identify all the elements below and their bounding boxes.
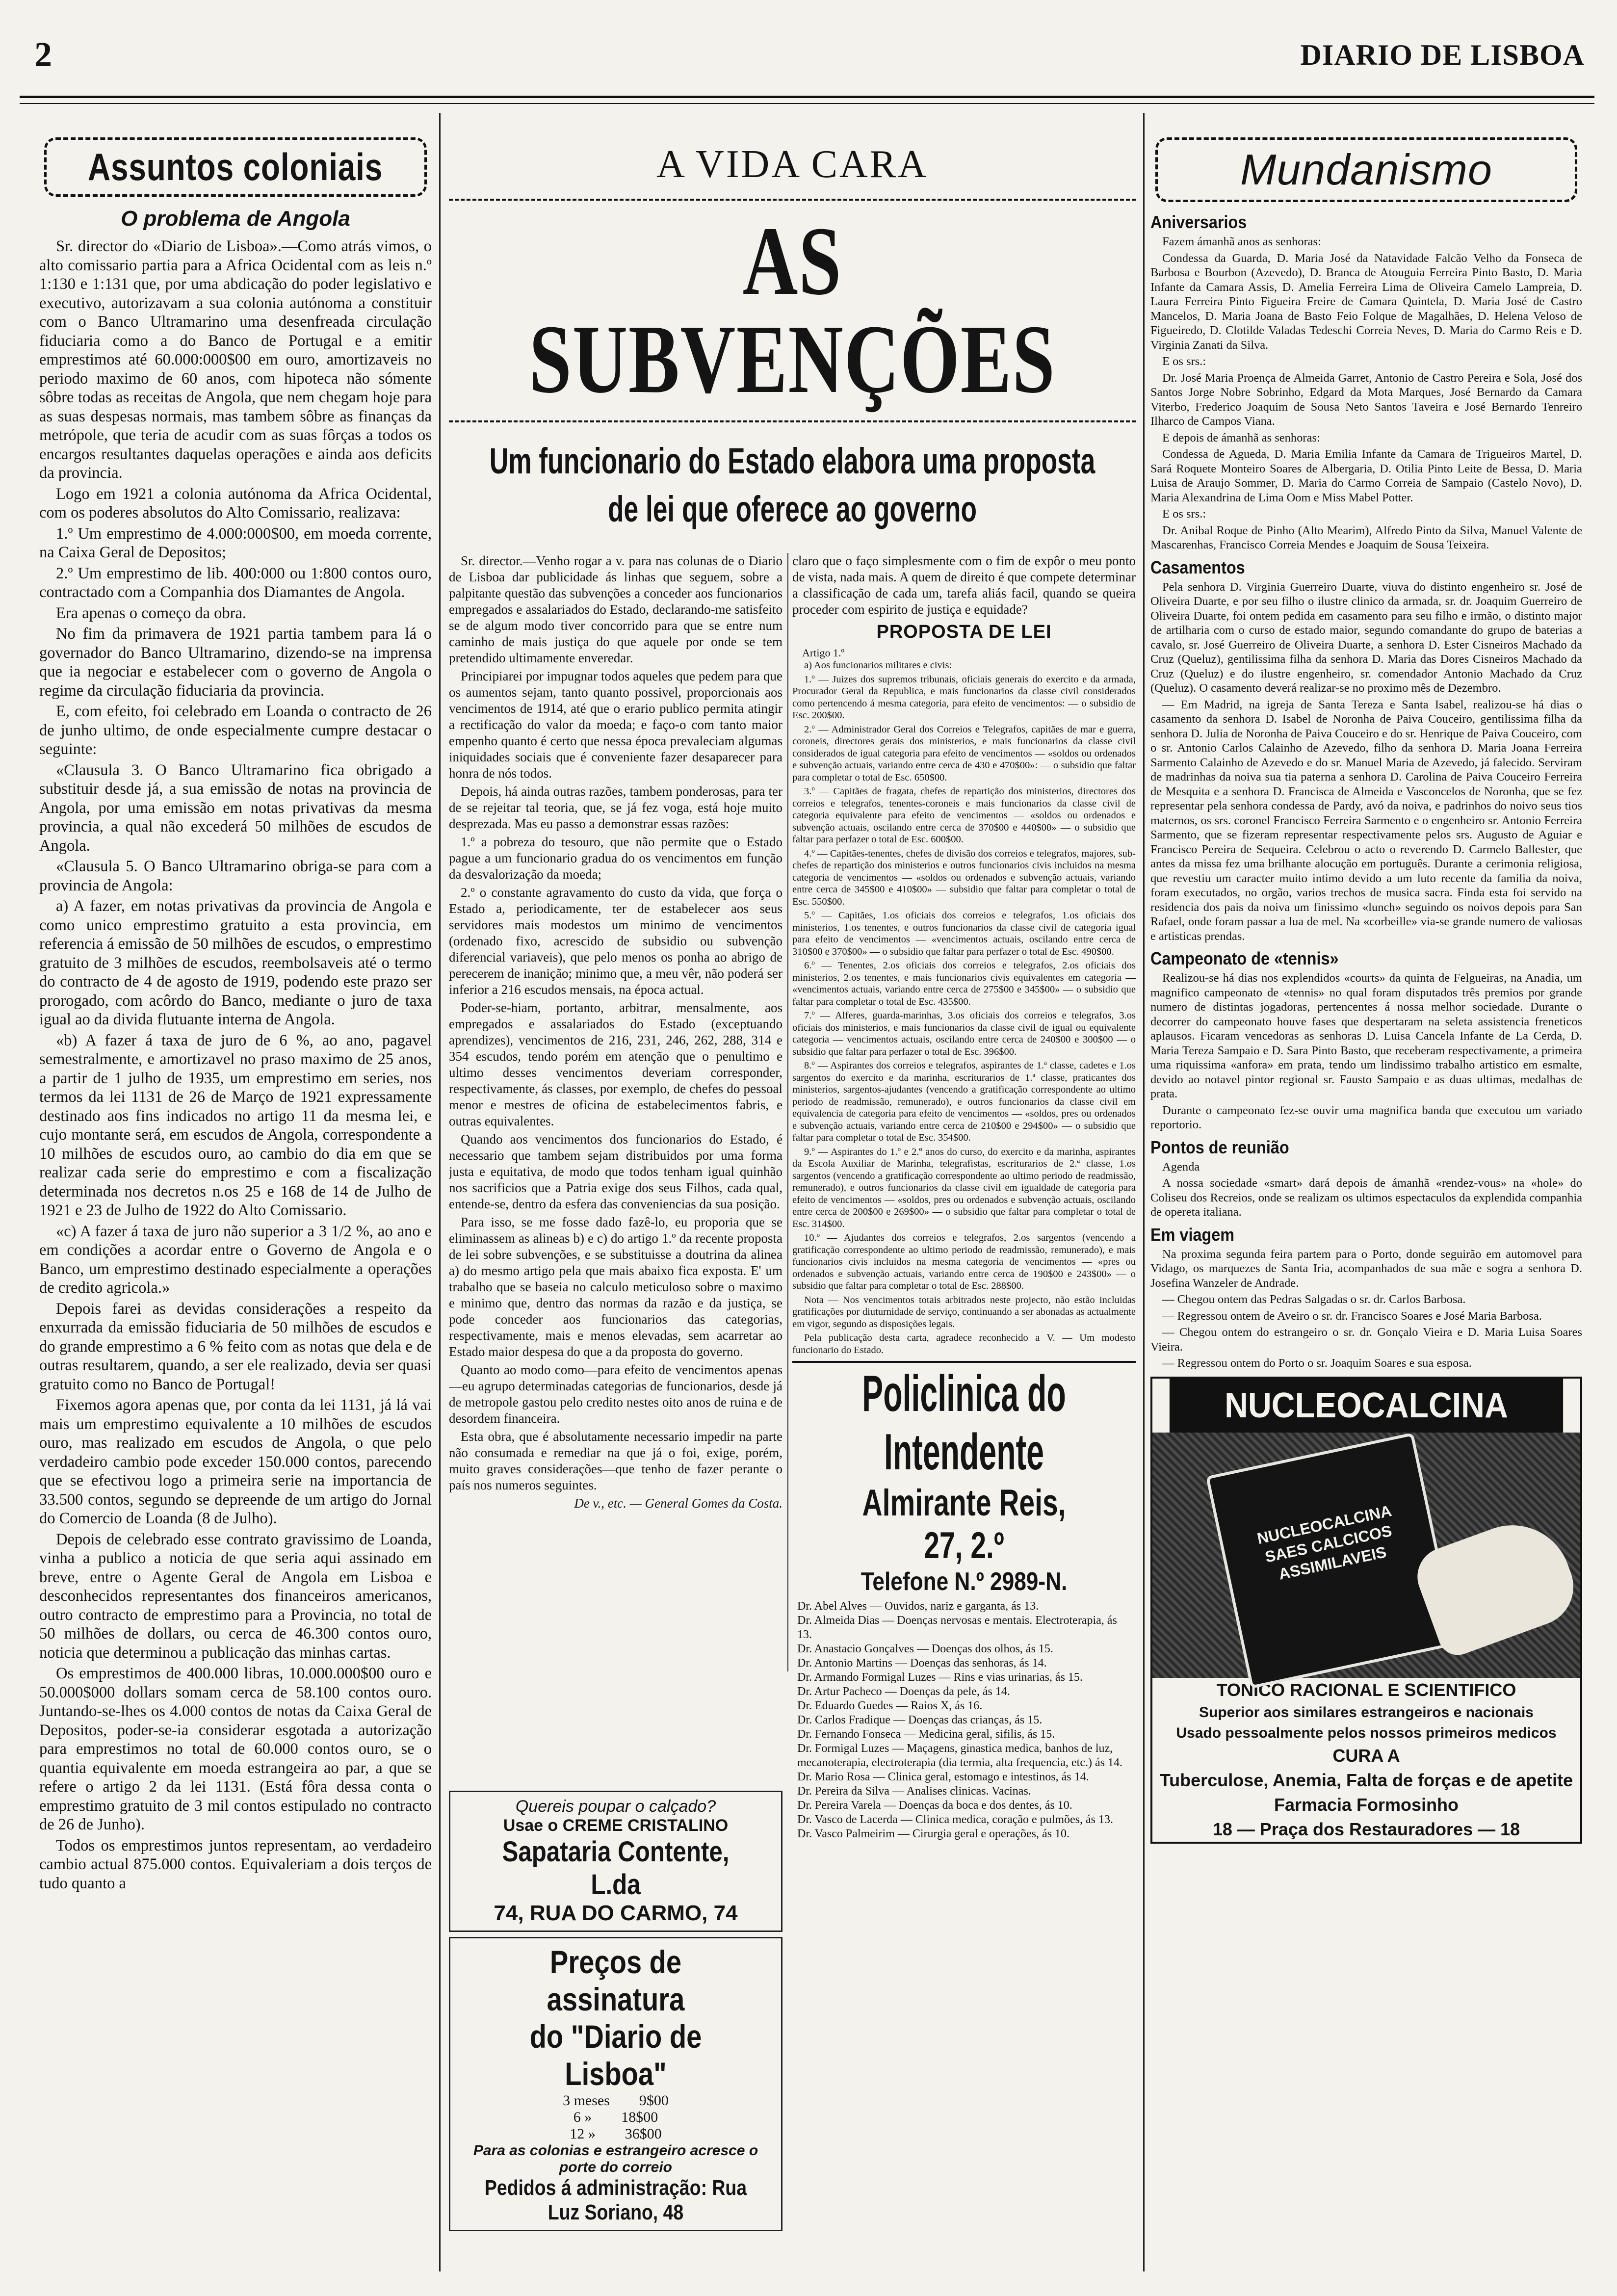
decorative-rule bbox=[449, 199, 1136, 201]
jar-label: NUCLEOCALCINA SAES CALCICOS ASSIMILAVEIS bbox=[1255, 1501, 1394, 1583]
section-paragraph: — Chegou ontem do estrangeiro o sr. dr. Gonçalo Vieira e D. Maria Luisa Soares Vieira. bbox=[1150, 1326, 1582, 1354]
section-paragraph: E os srs.: bbox=[1162, 507, 1206, 521]
letter-paragraph: Sr. director.—Venho rogar a v. para nas colunas de o Diario de Lisboa dar publicidade ás linhas que seguem, sobre a palpitante questão das subvenções a conceder aos funcionarios empregados e assalariados do Estado, declarando-me satisfeito se de algum modo tiver concorrido para que se entre num caminho de mais justiça do que aquele por onde se tem pretendido ultimamente enveredar. bbox=[449, 553, 782, 665]
proposal-item: 6.º — Tenentes, 2.os oficiais dos correios e telegrafos, 2.os oficiais dos ministerios, 2.os tenentes, e mais funcionarios civis equivalentes em categoria — «vencimentos actuais, variando entre cerca de 275$00 e 345$00» — o subsidio que faltar para completar o total de Esc. 435$00. bbox=[792, 960, 1136, 1007]
proposal-title: PROPOSTA DE LEI bbox=[876, 622, 1052, 642]
middle-ads bbox=[449, 1786, 782, 2236]
section-paragraph: Dr. Anibal Roque de Pinho (Alto Mearim), Alfredo Pinto da Silva, Manuel Valente de Mascarenhas, Francisco Correia Mendes e Joaquim de Sousa Teixeira. bbox=[1150, 523, 1582, 551]
section-paragraph: — Regressou ontem do Porto o sr. Joaquim Soares e sua esposa. bbox=[1162, 1357, 1472, 1370]
section-heading: Aniversarios bbox=[1150, 212, 1247, 232]
proposal-items bbox=[792, 659, 1136, 1356]
ad-line: CURA A bbox=[1332, 1745, 1400, 1766]
doctor-entry: Dr. Vasco Palmeirim — Cirurgia geral e operações, ás 10. bbox=[797, 1827, 1069, 1840]
section-body bbox=[1150, 235, 1582, 552]
doctor-entry: Dr. Carlos Fradique — Doenças das crianças, ás 15. bbox=[797, 1714, 1043, 1726]
social-sections bbox=[1150, 212, 1582, 1371]
letter-paragraph: De v., etc. — General Gomes da Costa. bbox=[574, 1496, 782, 1511]
prices-note: Para as colonias e estrangeiro acresce o porte do correio bbox=[473, 2142, 758, 2175]
column-divider bbox=[1143, 113, 1145, 2271]
article-deck: Um funcionario do Estado elabora uma proposta de lei que oferece ao governo bbox=[489, 441, 1095, 529]
section-paragraph: E os srs.: bbox=[1162, 355, 1206, 368]
shoe-cream-advertisement bbox=[449, 1791, 782, 1932]
doctor-entry: Dr. Almeida Dias — Doenças nervosas e mentais. Electroterapia, ás 13. bbox=[797, 1614, 1117, 1641]
section-paragraph: Condessa de Agueda, D. Maria Emilia Infante da Camara de Trigueiros Martel, D. Sará Roquete Monteiro Soares de Albergaria, D. Otilia Pinto Leite de Bessa, D. Maria Luisa de Araujo Sommer, D. Maria do Carmo Correia de Sampaio (Castelo Novo), D. Maria Alexandrina de Lima Oom e Miss Mabel Potter. bbox=[1150, 447, 1582, 504]
section-paragraph: — Chegou ontem das Pedras Salgadas o sr. dr. Carlos Barbosa. bbox=[1162, 1293, 1466, 1306]
proposal-item: 4.º — Capitães-tenentes, chefes de divisão dos correios e telegrafos, majores, sub-chefes de repartição dos ministerios e outros funcionarios civis incluidos na mesma categoria de vencimentos — «soldos ou ordenados e subvenção actuais, variando entre cerca de 345$00 e 410$00» — subsidio que faltar para completar o total de Esc. 550$00. bbox=[792, 848, 1136, 907]
article-paragraph: a) A fazer, em notas privativas da provincia de Angola e como unico emprestimo gratuito a esta provincia, em referencia á emissão de 50 milhões de escudos, o emprestimo gratuito de 3 milhões de escudos, reembolsaveis até o termo do contracto de 4 de agosto de 1919, podendo este prazo ser prorogado, com acôrdo do Banco, mediante o juro de taxa igual ao da divida flutuante interna de Angola. bbox=[39, 897, 432, 1028]
proposal-item: a) Aos funcionarios militares e civis: bbox=[804, 660, 952, 671]
section-title: Mundanismo bbox=[1240, 145, 1492, 194]
section-paragraph: Realizou-se há dias nos explendidos «courts» da quinta de Felgueiras, na Anadia, um magnifico campeonato de «tennis» no qual foram disputados três premios por grande numero de distintas jogadoras, pertencentes á nossa melhor sociedade. Durante o decorrer do campeonato houve fases que despertaram na seleta assistencia freneticos aplausos. Ficaram vencedoras as senhoras D. Luisa Cancela Infante de La Cerda, D. Maria Tereza Sampaio e D. Sara Pinto Basto, que receberam respectivamente, a primeira uma riquissima «anfora» em prata, tendo um lindissimo trabalho artistico em esmalte, devido ao notavel pintor regional sr. Fausto Sampaio e as duas ultimas, medalhas de prata. bbox=[1150, 971, 1582, 1100]
subsidies-column bbox=[449, 108, 1136, 2276]
article-paragraph: «b) A fazer á taxa de juro de 6 %, ao ano, pagavel semestralmente, e amortizavel no praso maximo de 25 anos, a partir de 1 julho de 1935, um emprestimo em series, nos termos da lei 1131 de 26 de Março de 1921 expressamente destinado aos fins indicados no artigo 11 da mesma lei, e cujo montante será, em escudos de Angola, correspondente a 10 milhões de escudos ouro, ao cambio do dia em que se realizar cada serie do emprestimo e com a fiscalização determinada nos decretos n.os 25 e 168 de 14 de Julho de 1921 e 23 de Julho de 1922 do Alto Comissario. bbox=[39, 1031, 432, 1219]
letter-paragraph: Quanto ao modo como—para efeito de vencimentos apenas—eu agrupo determinadas categorias de funcionarios, desde já de metropole gastou pelo credito nestes oito anos de ruina e de desordem financeira. bbox=[449, 1362, 782, 1426]
price-period: 3 meses bbox=[563, 2092, 610, 2109]
article-paragraph: «c) A fazer á taxa de juro não superior a 3 1/2 %, ao ano e em condições a acordar entre o Governo de Angola e o Banco, um emprestimo destinado especialmente a operações de credito agricola.» bbox=[39, 1222, 432, 1297]
article-paragraph: No fim da primavera de 1921 partia tambem para lá o governador do Banco Ultramarino, dizendo-se na imprensa que ia negociar e estabelecer com o governo de Angola o regime da circulação fiduciaria da provincia. bbox=[39, 625, 432, 700]
social-column bbox=[1150, 108, 1582, 2276]
doctor-entry: Dr. Anastacio Gonçalves — Doenças dos olhos, ás 15. bbox=[797, 1643, 1053, 1655]
article-paragraph: «Clausula 5. O Banco Ultramarino obriga-se para com a provincia de Angola: bbox=[39, 858, 432, 894]
section-heading: Em viagem bbox=[1150, 1224, 1235, 1245]
proposal-item: 2.º — Administrador Geral dos Correios e Telegrafos, capitães de mar e guerra, coroneis, directores gerais dos ministerios, e mais funcionarios da classe civil considerados de igual categoria para efeito de vencimentos — «soldos ou ordenados e subvenção actuais, variando entre cerca de 430 e 470$00»: — o subsidio que faltar para completar o total de Esc. 650$00. bbox=[792, 724, 1136, 783]
decorative-rule bbox=[449, 420, 1136, 422]
letter-paragraph: Poder-se-hiam, portanto, arbitrar, mensalmente, aos empregados e assalariados do Estado (exceptuando aprendizes), vencimentos de 216, 231, 246, 262, 288, 314 e 354 escudos, tendo porém em atenção que o penultimo e ultimo desses vencimentos deveriam corresponder, respectivamente, ás classes, por exemplo, de chefes do pessoal menor e mestres de oficina de estabelecimentos fabris, e outras equivalentes. bbox=[449, 1000, 782, 1128]
article-body bbox=[39, 237, 432, 1893]
article-paragraph: 1.º Um emprestimo de 4.000:000$00, em moeda corrente, na Caixa Geral de Depositos; bbox=[39, 524, 432, 561]
article-paragraph: E, com efeito, foi celebrado em Loanda o contracto de 26 de junho ultimo, de onde especialmente cumpre destacar o seguinte: bbox=[39, 703, 432, 758]
section-heading: Campeonato de «tennis» bbox=[1150, 948, 1339, 968]
article-paragraph: Era apenas o começo da obra. bbox=[56, 604, 247, 622]
article-subhead: O problema de Angola bbox=[121, 207, 350, 231]
section-title-box bbox=[44, 137, 427, 197]
product-jar-icon bbox=[1206, 1432, 1458, 1688]
proposal-item: 5.º — Capitães, 1.os oficiais dos correios e telegrafos, 1.os oficiais dos ministerios, 1.os tenentes, e outros funcionarios da classe civil de categoria igual para efeito de vencimentos — «vencimentos actuais, oscilando entre cerca de 310$00 e 370$00» — o subsidio que faltar para perfazer o total de Esc. 490$00. bbox=[792, 910, 1136, 957]
doctor-entry: Dr. Armando Formigal Luzes — Rins e vias urinarias, ás 15. bbox=[797, 1671, 1083, 1684]
main-headline: AS SUBVENÇÕES bbox=[529, 207, 1056, 414]
letter-paragraph: Esta obra, que é absolutamente necessario impedir na parte não consumada e remediar na que já o foi, exige, porém, muito graves considerações—que tenho de fazer perante o país nos numeros seguintes. bbox=[449, 1429, 782, 1492]
proposal-item: 8.º — Aspirantes dos correios e telegrafos, aspirantes de 1.ª classe, cadetes e 1.os sargentos do exercito e da marinha, escriturarios de 1.ª classe, praticantes dos ministerios, sargentos-ajudantes (vencendo a gratificação correspondente ao ultimo periodo de readmissão, remunerado), e outros funcionarios da classe civil em equivalencia de categoria para efeito de vencimentos — «soldos, pres ou ordenados e subvenção actuais, variando entre cerca de 210$00 e 294$00» — o subsidio que faltar para completar o total de Esc. 354$00. bbox=[792, 1060, 1136, 1143]
price-row bbox=[455, 2092, 776, 2109]
ad-line: 18 — Praça dos Restauradores — 18 bbox=[1212, 1819, 1520, 1839]
proposal-item: 7.º — Alferes, guarda-marinhas, 3.os oficiais dos correios e telegrafos, 3.os oficiais dos ministerios, e mais funcionarios da classe civil de igual ou equivalente categoria — vencimentos actuais, oscilando entre cerca de 240$00 e 300$00 — o subsidio que faltar para perfazer o total de Esc. 396$00. bbox=[792, 1010, 1136, 1057]
ad-line: TONICO RACIONAL E SCIENTIFICO bbox=[1216, 1679, 1516, 1700]
article-paragraph: Depois farei as devidas considerações a respeito da enxurrada da emissão fiduciaria de 50 milhões de escudos e do grande emprestimo a 6 % feito com as notas que dela e de outras resultarem, quando, a ser ele realizado, devia ser quasi gratuito como no Banco de Portugal! bbox=[39, 1300, 432, 1393]
doctor-entry: Dr. Antonio Martins — Doenças das senhoras, ás 14. bbox=[797, 1657, 1047, 1670]
section-title-box bbox=[1155, 137, 1577, 202]
proposal-item: Nota — Nos vencimentos totais arbitrados neste projecto, não estão incluidas gratificações por diuturnidade de serviço, continuando a ser abonadas as actualmente em vigor, segundo as disposições legais. bbox=[792, 1294, 1136, 1330]
ad-line: Superior aos similares estrangeiros e nacionais bbox=[1199, 1704, 1534, 1721]
article-letter bbox=[449, 553, 782, 1513]
subscription-prices-box bbox=[449, 1937, 782, 2231]
section-body bbox=[1150, 1160, 1582, 1220]
prices-title: Preços de assinatura bbox=[547, 1944, 685, 2017]
clinic-advertisement bbox=[792, 1361, 1136, 1846]
doctor-entry: Dr. Pereira da Silva — Analises clinicas. Vacinas. bbox=[797, 1785, 1031, 1798]
column-divider bbox=[439, 113, 441, 2271]
header-rule bbox=[20, 96, 1594, 104]
newspaper-name: DIARIO DE LISBOA bbox=[1300, 39, 1585, 71]
prices-title-paper: do "Diario de Lisboa" bbox=[529, 2018, 702, 2092]
article-paragraph: «Clausula 3. O Banco Ultramarino fica obrigado a substituir desde já, a sua emissão de notas na provincia de Angola, por uma emissão em notas privativas da mesma provincia, a qual não excederá 50 milhões de escudos de Angola. bbox=[39, 761, 432, 855]
ad-line: Usae o CREME CRISTALINO bbox=[503, 1816, 729, 1835]
page-header bbox=[29, 29, 1585, 83]
section-paragraph: A nossa sociedade «smart» dará depois de ámanhã «rendez-vous» na «hole» do Coliseu dos Recreios, onde se realizam os ultimos espectaculos da explendida companhia de opereta italiana. bbox=[1150, 1176, 1582, 1219]
product-illustration bbox=[1152, 1433, 1580, 1678]
clinic-doctor-list bbox=[797, 1599, 1131, 1841]
letter-paragraph: Para isso, se me fosse dado fazê-lo, eu proporia que se eliminassem as alineas b) e c) do artigo 1.º da recente proposta de lei sobre subvenções, e se substituisse a doutrina da alinea a) do mesmo artigo pela que mais abaixo fica exposta. E' um trabalho que se baseia no calculo meticuloso sobre o maximo e minimo que, dentro das normas da razão e da justiça, se pode conceder aos funcionarios das categorias, respectivamente, mais e menos elevadas, sem acarretar ao Estado maior despesa do que a da proposta do governo. bbox=[449, 1215, 782, 1359]
ad-line: Quereis poupar o calçado? bbox=[515, 1797, 716, 1816]
section-paragraph: — Em Madrid, na igreja de Santa Tereza e Santa Isabel, realizou-se há dias o casamento da senhora D. Isabel de Noronha de Paiva Couceiro, gentilissima filha da senhora D. Julia de Noronha de Paiva Couceiro e do sr. Henrique de Paiva Couceiro, com o sr. Antonio Carlos Calainho de Azevedo, filho da senhora D. Maria Joana Ferreira Sarmento Calainho de Azevedo e do sr. Manuel Maria de Azevedo, já falecido. Serviram de madrinhas da noiva sua tia paterna a senhora D. Carolina de Paiva Couceiro Ferreira de Mesquita e a senhora D. Francisca de Almeida e Vasconcelos de Noronha, que se fez representar pela senhora condessa de Pardy, avó da noiva, e padrinhos do noivo seus tios maternos, os srs. coronel Francisco Ferreira Sarmento e o engenheiro sr. Antonio Ferreira Sarmento, que se fizeram representar respectivamente pelos srs. Augusto de Aguiar e Francisco Pereira de Sequeira. Celebrou o acto o reverendo D. Carmelo Ballester, que antes da missa fez uma brilhante alocução em português. Durante a cerimonia religiosa, que revestiu um caracter muito intimo devido a um luto recente da familia da noiva, foram executados, no orgão, varios trechos de musica sacra. Finda esta foi servido na residencia dos pais da noiva um finissimo «lunch» seguindo os noivos depois para San Rafael, onde foram passar a lua de mel. Na «corbeille» via-se grande numero de valiosas e artisticas prendas. bbox=[1150, 698, 1582, 943]
letter-paragraph: Quando aos vencimentos dos funcionarios do Estado, é necessario que tambem sejam distribuidos por uma forma justa e equitativa, de modo que todos tenham igual quinhão nos sacrificios que a Patria exige dos seus Filhos, cada qual, entende-se, dentro da esfera das conveniencias da sua posição. bbox=[449, 1132, 782, 1211]
article-paragraph: Os emprestimos de 400.000 libras, 10.000.000$00 ouro e 50.000$000 dollars somam cerca de 58.100 contos ouro. Juntando-se-lhes os 4.000 contos de notas da Caixa Geral de Depositos, poder-se-ia considerar esgotada a autorização para emprestimos no total de 60.000 contos ouro, se o quantia equivalente em moeda estrangeira ao par, a que se refere o artigo 2 da lei 1131. (Está fôra dessa conta o emprestimo gratuito de 3 mil contos estipulado no contracto de 26 de Junho). bbox=[39, 1665, 432, 1833]
proposal-item: 1.º — Juizes dos supremos tribunais, oficiais generais do exercito e da armada, Procurador Geral da Republica, e mais funcionarios da classe civil considerados como pertencendo á mesma categoria, para efeito de vencimentos: — o subsidio de Esc. 200$00. bbox=[792, 674, 1136, 721]
article-paragraph: Sr. director do «Diario de Lisboa».—Como atrás vimos, o alto comissario partia para a Africa Ocidental com as leis n.º 1:130 e 1:131 que, por uma abdicação do poder legislativo e executivo, autorizavam a sua colonia autónoma a constituir com o Banco Ultramarino uma desenfreada circulação fiduciaria como a do Banco de Portugal e a emitir emprestimos até 60.000:000$00 em ouro, amortizaveis no periodo maximo de 60 anos, com hipoteca não sómente sôbre todas as receitas de Angola, que nem chegam hoje para as suas despesas normais, mas tambem sôbre as finanças da metrópole, que teria de acudir com as suas fôrças a todos os encargos resultantes daquelas operações e ainda aos deficits da provincia. bbox=[39, 237, 432, 482]
clinic-name: Policlinica do Intendente bbox=[862, 1365, 1066, 1481]
proposal-item: 3.º — Capitães de fragata, chefes de repartição dos ministerios, directores dos correios e telegrafos, tenentes-coroneis e mais funcionarios da classe civil de categoria equivalente para efeito de vencimentos — «soldos ou ordenados e subvenção actuais, oscilando entre cerca de 370$00 e 440$00» — o subsidio que faltar para perfazer o total de Esc. 600$00. bbox=[792, 786, 1136, 845]
section-body bbox=[1150, 1247, 1582, 1371]
article-paragraph: Depois de celebrado esse contrato gravissimo de Loanda, vinha a publico a noticia de que seria aqui assinado em breve, entre o Agente Geral de Angola em Lisboa e desconhecidos representantes dos financeiros americanos, outro contracto de emprestimo para a Provincia, no total de 50 milhões de dollars, ou cerca de 46.300 contos ouro, noticia que determinou a publicação das minhas cartas. bbox=[39, 1530, 432, 1662]
section-title: Assuntos coloniais bbox=[88, 145, 383, 188]
section-heading: Casamentos bbox=[1150, 557, 1245, 577]
doctor-entry: Dr. Fernando Fonseca — Medicina geral, sifilis, ás 15. bbox=[797, 1728, 1055, 1741]
proposal-item: 9.º — Aspirantes do 1.º e 2.º anos do curso, do exercito e da marinha, aspirantes da Escola Auxiliar de Marinha, telegrafistas, escriturarios de 2.ª classe, 1.os sargentos (vencendo a gratificação correspondente ao ultimo periodo de readmissão, remunerado), e outros funcionarios da classe civil em igualdade de categoria para efeito de vencimentos — «soldos, pres ou ordenados e subvenção actuais, oscilando entre cerca de 200$00 e 269$00» — o subsidio que faltar para completar o total de Esc. 314$00. bbox=[792, 1146, 1136, 1229]
section-paragraph: — Regressou ontem de Aveiro o sr. dr. Francisco Soares e José Maria Barbosa. bbox=[1162, 1309, 1542, 1323]
letter-paragraph: 1.º a pobreza do tesouro, que não permite que o Estado pague a um funcionario gradua do os vencimentos em função da desvalorização da moeda; bbox=[449, 835, 782, 882]
section-paragraph: Pela senhora D. Virginia Guerreiro Duarte, viuva do distinto engenheiro sr. José de Oliveira Duarte, e por seu filho o ilustre clinico da armada, sr. dr. Joaquim Guerreiro de Oliveira Duarte, foi ontem pedida em casamento para seu filho e irmão, o distinto major de artilharia com o curso de estado maior, segundo comandante do grupo de baterias a cavalo, sr. José Guerreiro de Oliveira Duarte, a senhora D. Ester Cisneiros Machado da Cruz (Queluz), gentilissima filha da senhora D. Maria das Dores Cisneiros Machado da Cruz (Queluz) e do ilustre engenheiro, sr. comendador Antonio Machado da Cruz (Queluz). O casamento deverá realizar-se no proximo mês de Dezembro. bbox=[1150, 580, 1582, 695]
section-paragraph: Fazem ámanhã anos as senhoras: bbox=[1162, 235, 1321, 248]
ad-address: 74, RUA DO CARMO, 74 bbox=[494, 1901, 738, 1925]
price-period: 12 » bbox=[570, 2126, 596, 2142]
clinic-address: Almirante Reis, 27, 2.º bbox=[862, 1482, 1066, 1566]
doctor-entry: Dr. Eduardo Guedes — Raios X, ás 16. bbox=[797, 1699, 983, 1712]
article-paragraph: Logo em 1921 a colonia autónoma da Africa Ocidental, com os poderes absolutos do Alto Comissario, realizava: bbox=[39, 485, 432, 522]
doctor-entry: Dr. Artur Pacheco — Doenças da pele, ás 14. bbox=[797, 1685, 1010, 1698]
section-body bbox=[1150, 971, 1582, 1132]
letter-continuation: claro que o faço simplesmente com o fim de expôr o meu ponto de vista, nada mais. A quem de direito é que compete determinar a classificação de cada um, tarefa aliás facil, quando se queira proceder com espirito de justiça e equidade? bbox=[792, 553, 1136, 617]
proposal-item: Pela publicação desta carta, agradece reconhecido a V. — Um modesto funcionario do Estado. bbox=[792, 1332, 1136, 1356]
ad-line: Usado pessoalmente pelos nossos primeiros medicos bbox=[1176, 1724, 1557, 1741]
price-row bbox=[455, 2109, 776, 2126]
doctor-entry: Dr. Formigal Luzes — Maçagens, ginastica medica, banhos de luz, mecanoterapia, electroterapia (dia termia, alta frequencia, etc.) ás 14. bbox=[797, 1742, 1122, 1769]
nucleocalcina-advertisement bbox=[1150, 1377, 1582, 1844]
section-paragraph: Durante o campeonato fez-se ouvir uma magnifica banda que executou um variado reportorio. bbox=[1150, 1103, 1582, 1131]
doctor-entry: Dr. Pereira Varela — Doenças da boca e dos dentes, ás 10. bbox=[797, 1799, 1072, 1812]
section-paragraph: E depois de ámanhã as senhoras: bbox=[1162, 431, 1320, 444]
clinic-phone: Telefone N.º 2989-N. bbox=[861, 1567, 1068, 1596]
letter-paragraph: Principiarei por impugnar todos aqueles que pedem para que os aumentos sejam, tanto quanto possivel, proporcionais aos vencimentos de 1914, até que o erario publico permita atingir a rectificação do valor da moeda; e faço-o com tanto maior empenho quanto é certo que nessa época prevaleciam algumas iniquidades sociais que é conveniente fazer desaparecer para honra de nós todos. bbox=[449, 669, 782, 781]
price-table bbox=[455, 2092, 776, 2142]
colonial-affairs-column bbox=[39, 108, 432, 2276]
section-body bbox=[1150, 580, 1582, 944]
section-paragraph: Dr. José Maria Proença de Almeida Garret, Antonio de Castro Pereira e Sola, José dos Santos Jorge Nobre Sobrinho, Edgard da Mota Marques, José Bernardo da Camara Viterbo, Frederico Joaquim de Sousa Neto Santos Taveira e José Bernardo Tenreiro Ilharco de Campos Viana. bbox=[1150, 371, 1582, 428]
section-paragraph: Na proxima segunda feira partem para o Porto, donde seguirão em automovel para Vidago, os marquezes de Santa Iria, acompanhados de sua mãe e sogra a senhora D. Josefina Wanzeler de Andrade. bbox=[1150, 1247, 1582, 1290]
letter-paragraph: Depois, há ainda outras razões, tambem ponderosas, para ter de se rejeitar tal teoria, que, se já fez voga, está hoje muito desprezada. Mas eu passo a demonstrar essas razões: bbox=[449, 784, 782, 831]
page-number: 2 bbox=[34, 35, 52, 74]
ad-brand: NUCLEOCALCINA bbox=[1170, 1379, 1563, 1433]
article-paragraph: Fixemos agora apenas que, por conta da lei 1131, já lá vai mais um emprestimo equivalente a 10 milhões de escudos ouro, mas realizado em escudos de Angola, o que pelo verdadeiro cambio pode exceder 150.000 contos, parecendo que se efectivou logo a primeira serie na importancia de 33.500 contos, segundo se depreende de um artigo do Jornal do Comercio de Loanda (8 de Julho). bbox=[39, 1396, 432, 1527]
section-paragraph: Agenda bbox=[1162, 1160, 1200, 1174]
ad-line: Farmacia Formosinho bbox=[1274, 1794, 1459, 1815]
article-kicker: A VIDA CARA bbox=[656, 143, 928, 186]
inner-column-divider bbox=[787, 553, 788, 1671]
proposal-article: Artigo 1.º bbox=[802, 647, 845, 659]
doctor-entry: Dr. Abel Alves — Ouvidos, nariz e garganta, ás 13. bbox=[797, 1600, 1039, 1613]
ad-shop-name: Sapataria Contente, L.da bbox=[502, 1836, 730, 1901]
section-paragraph: Condessa da Guarda, D. Maria José da Natavidade Falcão Velho da Fonseca de Barbosa e Bourbon (Azevedo), D. Branca de Atouguia Ferreira Pinto Basto, D. Maria Infante da Camara Assis, D. Amelia Ferreira Lima de Oliveira Camelo Lampreia, D. Laura Ferreira Pinto Figueira Freire de Camara Quintela, D. Maria José de Castro Mancelos, D. Maria Joana de Basto Feio Folque de Magalhães, D. Helena Veloso de Figueiredo, D. Clotilde Valadas Tedeschi Correia Neves, D. Maria do Carmo Reis e D. Virginia Zanati da Silva. bbox=[1150, 251, 1582, 352]
article-paragraph: 2.º Um emprestimo de lib. 400:000 ou 1:800 contos ouro, contractado com a Companhia dos Diamantes de Angola. bbox=[39, 564, 432, 601]
ad-line: Tuberculose, Anemia, Falta de forças e de apetite bbox=[1159, 1770, 1573, 1790]
article-paragraph: Todos os emprestimos juntos representam, ao verdadeiro cambio actual 875.000 contos. Equivaleriam a dois terços de tudo quanto a bbox=[39, 1836, 432, 1892]
section-heading: Pontos de reunião bbox=[1150, 1137, 1289, 1157]
doctor-entry: Dr. Vasco de Lacerda — Clinica medica, coração e pulmões, ás 13. bbox=[797, 1813, 1113, 1826]
doctor-entry: Dr. Mario Rosa — Clinica geral, estomago e intestinos, ás 14. bbox=[797, 1771, 1089, 1783]
proposal-item: 10.º — Ajudantes dos correios e telegrafos, 2.os sargentos (vencendo a gratificação correspondente ao ultimo periodo de readmissão, remunerado), e mais funcionarios civis incluidos na mesma categoria de vencimentos — «pres ou ordenados e subvenção actuais, variando entre cerca de 190$00 e 243$00» — o subsidio que faltar para completar o total de Esc. 288$00. bbox=[792, 1232, 1136, 1291]
price-period: 6 » bbox=[573, 2109, 592, 2125]
proposal-column bbox=[792, 553, 1136, 1851]
price-value: 9$00 bbox=[639, 2092, 669, 2109]
prices-address: Pedidos á administração: Rua Luz Soriano, 48 bbox=[484, 2176, 747, 2224]
price-value: 36$00 bbox=[625, 2126, 662, 2142]
price-row bbox=[455, 2126, 776, 2142]
price-value: 18$00 bbox=[621, 2109, 658, 2125]
letter-paragraph: 2.º o constante agravamento do custo da vida, que força o Estado a, periodicamente, ter de estabelecer aos seus servidores mais modestos um minimo de vencimentos (ordenado fixo, acrescido de subsidio ou subvenção diferencial variaveis), que pelo menos os ponha ao abrigo de perecerem de inanição; minimo que, a meu vêr, não poderá ser inferior a 216 escudos mensais, na época actual. bbox=[449, 885, 782, 997]
